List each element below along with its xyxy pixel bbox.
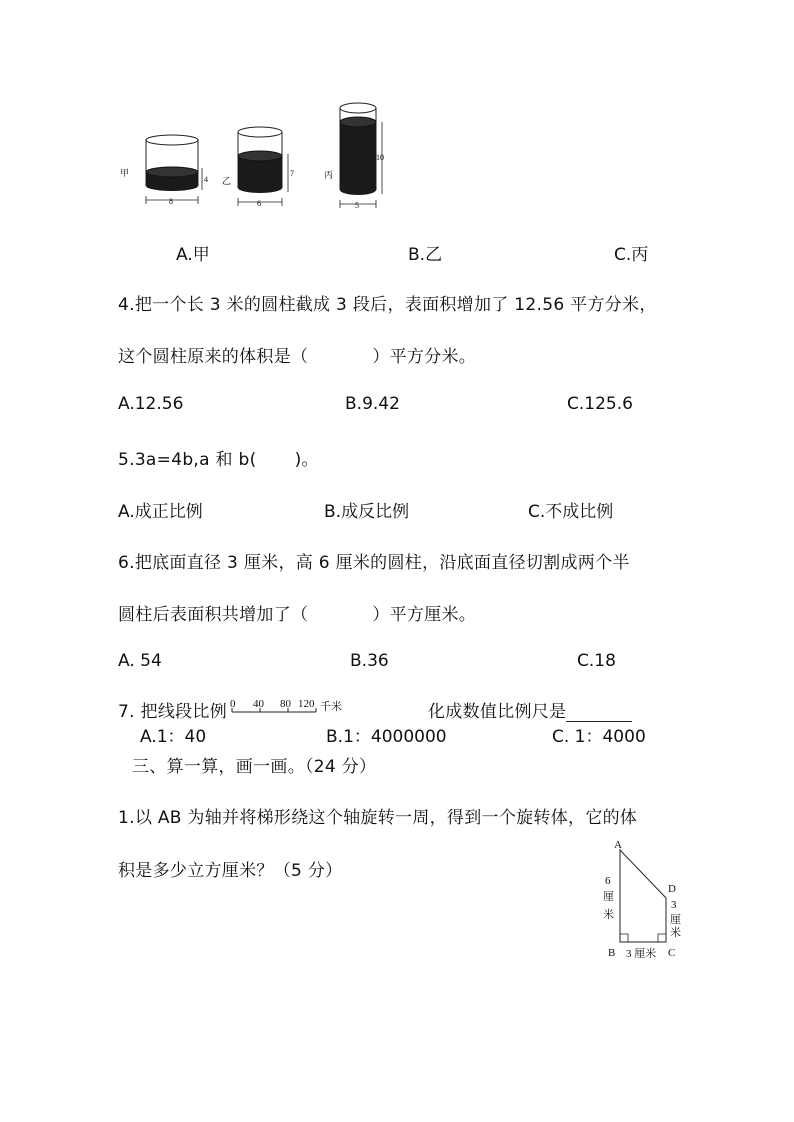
- q6-option-b: B.36: [350, 651, 389, 671]
- cylinder-bing-label: 丙: [324, 170, 334, 180]
- cylinder-jia-height: 4: [204, 175, 208, 184]
- cylinder-yi: [222, 127, 294, 208]
- q5-option-a: A.成正比例: [118, 502, 203, 522]
- q4-option-b: B.9.42: [345, 394, 400, 414]
- cylinder-bing-width: 5: [355, 201, 359, 210]
- q3-option-a: A.甲: [176, 245, 210, 265]
- q4-line2-post: ）平方分米。: [372, 347, 477, 367]
- q5-option-b: B.成反比例: [324, 502, 410, 522]
- q7-scale-tick-80: 80: [280, 698, 291, 710]
- trapezoid-label-a: A: [614, 839, 622, 851]
- section3-title: 三、算一算，画一画。（24 分）: [132, 757, 377, 777]
- trapezoid-ab-unit-2: 米: [603, 909, 614, 921]
- cylinder-yi-height: 7: [290, 169, 294, 178]
- trapezoid-ab-unit-1: 厘: [603, 891, 614, 903]
- cylinders-figure: [120, 96, 410, 212]
- q7-option-a: A.1：40: [140, 727, 207, 747]
- q4-line2: [118, 342, 476, 367]
- trapezoid-label-d: D: [668, 883, 676, 895]
- cylinder-jia: [120, 135, 208, 206]
- cylinder-jia-width: 8: [169, 197, 173, 206]
- calc1-line2: 积是多少立方厘米？（5 分）: [118, 861, 343, 881]
- q3-option-b: B.乙: [408, 245, 443, 265]
- cylinder-yi-label: 乙: [222, 176, 232, 186]
- q7-scale-unit: 千米: [320, 701, 342, 713]
- q5-option-c: C.不成比例: [528, 502, 614, 522]
- trapezoid-cd-length: 3: [671, 899, 677, 911]
- trapezoid-figure: [600, 836, 700, 964]
- cylinder-jia-label: 甲: [120, 168, 130, 178]
- q7-text-post: [428, 697, 632, 722]
- q7-scale-tick-120: 120: [298, 698, 315, 710]
- q6-option-c: C.18: [577, 651, 616, 671]
- q5-text-post: )。: [294, 450, 319, 470]
- cylinder-bing: [324, 103, 384, 210]
- q4-line2-pre: 这个圆柱原来的体积是（: [118, 347, 309, 367]
- trapezoid-cd-unit-2: 米: [670, 927, 681, 939]
- q4-option-a: A.12.56: [118, 394, 184, 414]
- trapezoid-ab-length: 6: [605, 875, 611, 887]
- q4-option-c: C.125.6: [567, 394, 633, 414]
- trapezoid-cd-unit-1: 厘: [670, 914, 681, 926]
- q7-answer-blank[interactable]: [566, 703, 632, 722]
- q4-line1: 4.把一个长 3 米的圆柱截成 3 段后，表面积增加了 12.56 平方分米，: [118, 295, 657, 315]
- q3-option-c: C.丙: [614, 245, 649, 265]
- trapezoid-label-b: B: [608, 947, 616, 959]
- q7-scale-tick-40: 40: [253, 698, 264, 710]
- q7-option-c: C. 1：4000: [552, 727, 646, 747]
- q6-line1: 6.把底面直径 3 厘米，高 6 厘米的圆柱，沿底面直径切割成两个半: [118, 553, 630, 573]
- q6-option-a: A. 54: [118, 651, 162, 671]
- q7-option-b: B.1：4000000: [326, 727, 447, 747]
- calc1-line1: 1.以 AB 为轴并将梯形绕这个轴旋转一周，得到一个旋转体，它的体: [118, 808, 638, 828]
- q7-scale-tick-0: 0: [230, 698, 236, 710]
- q7-text-pre: 7. 把线段比例: [118, 702, 228, 722]
- q6-line2: [118, 600, 476, 625]
- trapezoid-label-c: C: [668, 947, 676, 959]
- cylinder-bing-height: 10: [376, 153, 384, 162]
- q5-text-pre: 5.3a=4b,a 和 b(: [118, 450, 257, 470]
- q5-text: [118, 445, 319, 470]
- q6-line2-post: ）平方厘米。: [372, 605, 477, 625]
- q7-text-post-label: 化成数值比例尺是: [428, 702, 567, 722]
- cylinder-yi-width: 6: [257, 199, 261, 208]
- q6-line2-pre: 圆柱后表面积共增加了（: [118, 605, 309, 625]
- q7-line-scale: [228, 696, 348, 718]
- trapezoid-bc-label: 3 厘米: [626, 948, 657, 960]
